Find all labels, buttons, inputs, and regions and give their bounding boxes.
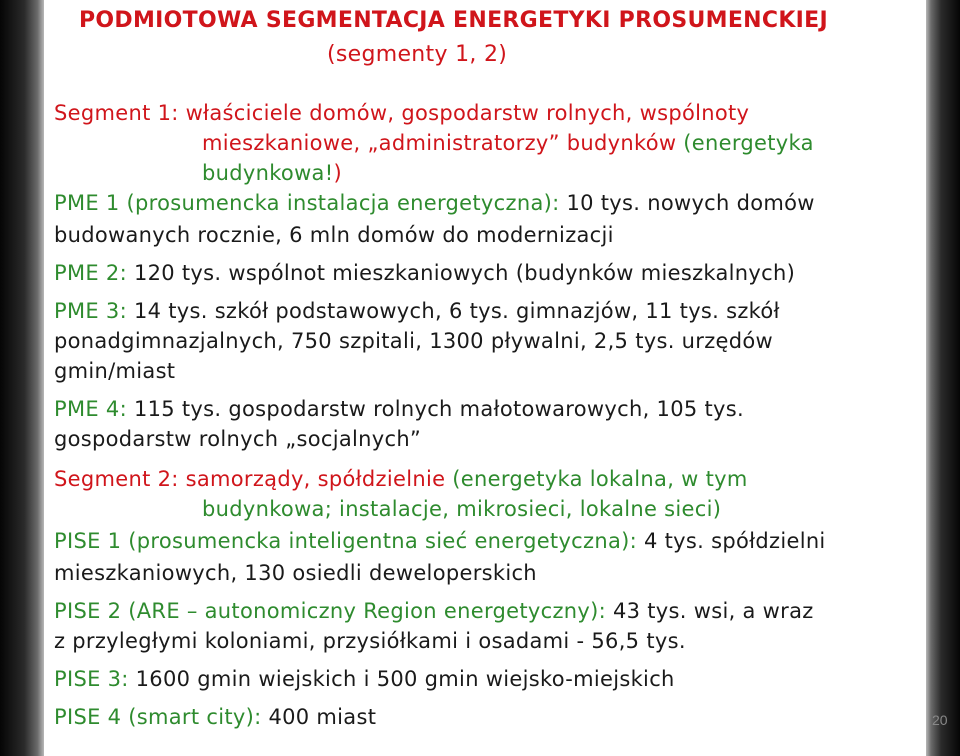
- segment1-line1: Segment 1: właściciele domów, gospodarstw rolnych, wspólnoty: [54, 101, 750, 125]
- pme3-label: PME 3:: [54, 299, 127, 323]
- pise1-line1: PISE 1 (prosumencka inteligentna sieć energetyczna): 4 tys. spółdzielni: [54, 529, 826, 553]
- pme4-label: PME 4:: [54, 397, 127, 421]
- pme4-line1: PME 4: 115 tys. gospodarstw rolnych małotowarowych, 105 tys.: [54, 397, 744, 421]
- slide-subtitle: (segmenty 1, 2): [327, 42, 508, 67]
- pise2-line2: z przyległymi koloniami, przysiółkami i osadami - 56,5 tys.: [54, 629, 686, 653]
- pme2-label: PME 2:: [54, 261, 127, 285]
- pise2-line1: PISE 2 (ARE – autonomiczny Region energetyczny): 43 tys. wsi, a wraz: [54, 599, 814, 623]
- pise3-line: PISE 3: 1600 gmin wiejskich i 500 gmin wiejsko-miejskich: [54, 667, 675, 691]
- pise4-line: PISE 4 (smart city): 400 miast: [54, 705, 377, 729]
- segment2-label: Segment 2: samorządy, spółdzielnie: [54, 467, 446, 491]
- left-frame-edge: [0, 0, 44, 756]
- pme1-label: PME 1 (prosumencka instalacja energetyczna):: [54, 191, 560, 215]
- slide: [44, 0, 948, 756]
- pme2-line: PME 2: 120 tys. wspólnot mieszkaniowych (budynków mieszkalnych): [54, 261, 796, 285]
- right-frame-edge: [926, 0, 960, 756]
- pise1-label: PISE 1 (prosumencka: [54, 529, 289, 553]
- segment2-line1: Segment 2: samorządy, spółdzielnie (energetyka lokalna, w tym: [54, 467, 748, 491]
- pise3-label: PISE 3:: [54, 667, 129, 691]
- pme3-line1: PME 3: 14 tys. szkół podstawowych, 6 tys. gimnazjów, 11 tys. szkół: [54, 299, 780, 323]
- pme1-line1: PME 1 (prosumencka instalacja energetyczna): 10 tys. nowych domów: [54, 191, 815, 215]
- pme4-line2: gospodarstw rolnych „socjalnych”: [54, 427, 422, 451]
- pise1-line2: mieszkaniowych, 130 osiedli deweloperskich: [54, 561, 537, 585]
- page-number: 20: [932, 712, 948, 728]
- segment1-heading: [54, 100, 749, 126]
- segment1-line2: mieszkaniowe, „administratorzy” budynków (energetyka: [202, 131, 814, 155]
- pme1-line2: budowanych rocznie, 6 mln domów do modernizacji: [54, 223, 614, 247]
- pise4-label: PISE 4 (smart city):: [54, 705, 262, 729]
- pise2-label: PISE 2 (ARE – autonomiczny Region energetyczny):: [54, 599, 606, 623]
- segment2-line2: budynkowa; instalacje, mikrosieci, lokalne sieci): [202, 497, 722, 521]
- pme3-line2: ponadgimnazjalnych, 750 szpitali, 1300 pływalni, 2,5 tys. urzędów: [54, 329, 773, 353]
- pme3-line3: gmin/miast: [54, 359, 176, 383]
- slide-title: PODMIOTOWA SEGMENTACJA ENERGETYKI PROSUMENCKIEJ: [79, 8, 828, 33]
- segment1-line3: budynkowa!): [202, 161, 342, 185]
